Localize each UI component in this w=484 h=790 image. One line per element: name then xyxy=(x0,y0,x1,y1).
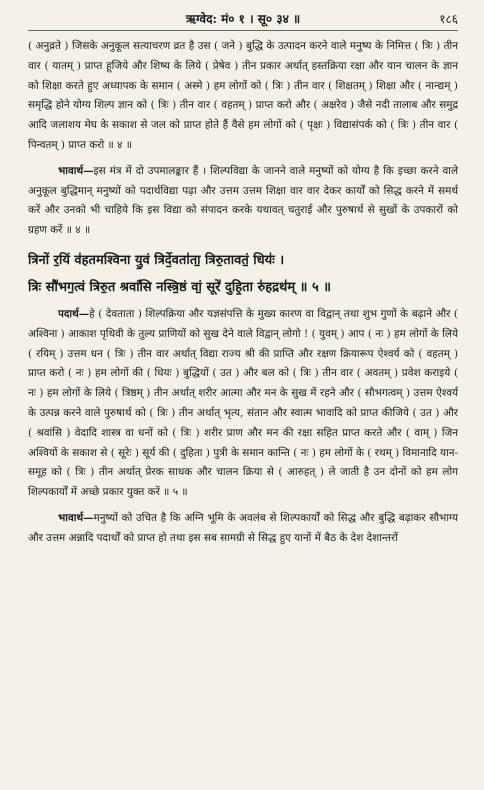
mantra-line-1: त्रिनों र॒यिं व॑हतमश्विना यु॒वं त्रिर्दे॒वता॑ता॒ त्रिरु॒तावतं॒ धियः॑ । xyxy=(28,252,285,268)
bhavartha-text: इस मंत्र में दो उपमालङ्कार हैं । शिल्पविद्या के जानने वाले मनुष्यों को योग्य है कि इच्छा करने वाले अनुकूल बुद्धिमान् मनुष्यों को पदार्थविद्या पढ़ा और उत्तम उत्तम शिक्षा वार वार देकर कार्यों को सिद्ध करने में समर्थ करें और उनको भी चाहिये कि इस विद्या को संपादन करके यथावत् चतुराई और पुरुषार्थ से सुखों के उपकारों को ग्रहण करें ॥ ४ ॥ xyxy=(28,164,458,237)
top-paragraph: ( अनुव्रते ) जिसके अनुकूल सत्याचरण व्रत है उस ( जने ) बुद्धि के उत्पादन करने वाले मनुष्य के निमित्त ( त्रिः ) तीन वार ( यातम् ) प्राप्त हूजिये और शिष्य के लिये ( प्रेषेव ) तीन प्रकार अर्थात् हस्तक्रिया रक्षा और यान चालन के ज्ञान को शिक्षा करते हुए अध्यापक के समान ( अस्मे ) हम लोगों को ( त्रिः ) तीन वार ( शिक्षतम् ) शिक्षा और ( नान्द्यम् ) समृद्धि होने योग्य शिल्प ज्ञान को ( त्रिः ) तीन वार ( वहतम् ) प्राप्त करो और ( अक्षरेव ) जैसे नदी तालाब और समुद्र आदि जलाशय मेघ के सकाश से जल को प्राप्त होते हैं वैसे हम लोगों को ( पृक्षः ) विद्यासंपर्क को ( त्रिः ) तीन वार ( पिन्वतम् ) प्राप्त करो ॥ ४ ॥ xyxy=(28,40,458,151)
padartha-paragraph xyxy=(28,305,458,503)
padartha-text: हे ( देवताता ) शिल्पक्रिया और यज्ञसंपत्ति के मुख्य कारण वा विद्वान् तथा शुभ गुणों के बढ़ाने और ( अश्विना ) आकाश पृथिवी के तुल्य प्राणियों को सुख देने वाले विद्वान् लोगो ! ( युवम् ) आप ( नः ) हम लोगों के लिये ( रयिम् ) उत्तम धन ( त्रिः ) तीन वार अर्थात् विद्या राज्य श्री की प्राप्ति और रक्षण क्रियारूप ऐश्वर्य को ( वहतम् ) प्राप्त करो ( नः ) हम लोगों की ( धियः ) बुद्धियों ( उत ) और बल को ( त्रिः ) तीन वार ( अवतम् ) प्रवेश कराइये ( नः ) हम लोगों के लिये ( त्रिष्ठम् ) तीन अर्थात् शरीर आत्मा और मन के सुख में रहने और ( सौभगत्वम् ) उत्तम ऐश्वर्य के उत्पन्न करने वाले पुरुषार्थ को ( त्रिः ) तीन अर्थात् भृत्य, संतान और स्वात्म भावादि को प्राप्त कीजिये ( उत ) और ( श्रवांसि ) वेदादि शास्त्र वा धनों को ( त्रिः ) शरीर प्राण और मन की रक्षा सहित प्राप्त करते और ( वाम् ) जिन अश्वियों के सकाश से ( सूरेः ) सूर्य की ( दुहिता ) पुत्री के समान कान्ति ( नः ) हम लोगों के ( रथम् ) विमानादि यान-समूह को ( त्रिः ) तीन अर्थात् प्रेरक साधक और चालन क्रिया से ( आरुहत् ) ले जाती है उन दोनों को हम लोग शिल्पकार्यों में अच्छे प्रकार युक्त करें ॥ ५ ॥ xyxy=(28,307,458,499)
padartha-label: पदार्थ— xyxy=(58,307,90,320)
bhavartha-paragraph-1 xyxy=(28,162,458,241)
page-number: १८६ xyxy=(439,12,458,26)
mantra-line-2: त्रिः सौ॑भग॒त्वं त्रिरु॒त श्रवां॑सि नस्त्रि॒ष्ठं वां॒ सूरे॑ दुहि॒ता रु॑हद्रथ॑म् ॥ ५ ॥ xyxy=(28,279,332,295)
bhavartha-label-2: भावार्थ— xyxy=(58,511,94,524)
page-header xyxy=(28,8,458,31)
running-title: ऋग्वेद: मं० १ । सू० ३४ ॥ xyxy=(185,12,301,26)
bhavartha-text-2: मनुष्यों को उचित है कि अग्नि भूमि के अवलंब से शिल्पकार्यों को सिद्ध और बुद्धि बढ़ाकर सौभाग्य और उत्तम अन्नादि पदार्थों को प्राप्त हो तथा इस सब सामग्री से सिद्ध हुए यानों में बैठ के देश देशान्तरों xyxy=(28,511,458,544)
bhavartha-label: भावार्थ— xyxy=(58,164,94,177)
bhavartha-paragraph-2 xyxy=(28,509,458,549)
